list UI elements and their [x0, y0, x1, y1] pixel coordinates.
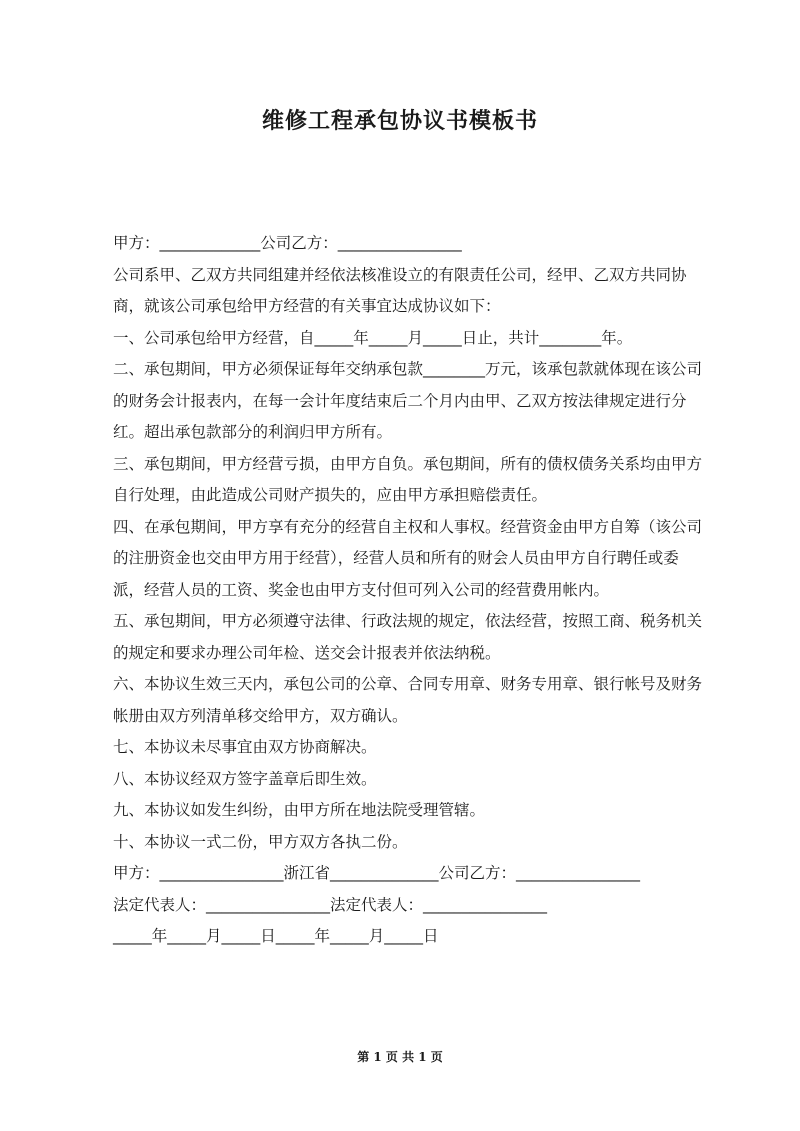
clause-5: 五、承包期间，甲方必须遵守法律、行政法规的规定，依法经营，按照工商、税务机关的规定和要求办理公司年检、送交会计报表并依法纳税。 [113, 612, 703, 662]
clause-4: 四、在承包期间，甲方享有充分的经营自主权和人事权。经营资金由甲方自筹（该公司的注册资金也交由甲方用于经营），经营人员和所有的财会人员由甲方自行聘任或委派，经营人员的工资、奖金也由甲方支付但可列入公司的经营费用帐内。 [113, 517, 703, 599]
clause-10: 十、本协议一式二份，甲方双方各执二份。 [113, 832, 408, 851]
clause-7: 七、本协议未尽事宜由双方协商解决。 [113, 738, 377, 756]
clause-1: 一、公司承包给甲方经营，自_____年_____月_____日止，共计________年。 [113, 328, 633, 347]
clause-8: 八、本协议经双方签字盖章后即生效。 [113, 769, 377, 788]
clause-6: 六、本协议生效三天内，承包公司的公章、合同专用章、财务专用章、银行帐号及财务帐册由双方列清单移交给甲方，双方确认。 [113, 675, 703, 725]
document-body [113, 228, 703, 953]
clause-2: 二、承包期间，甲方必须保证每年交纳承包款________万元，该承包款就体现在该公司的财务会计报表内，在每一会计年度结束后二个月内由甲、乙双方按法律规定进行分红。超出承包款部分的利润归甲方所有。 [113, 360, 703, 441]
signature-party-line: 甲方：________________浙江省______________公司乙方：________________ [113, 864, 641, 882]
page-footer: 第 1 页 共 1 页 [357, 1050, 443, 1064]
clause-9: 九、本协议如发生纠纷，由甲方所在地法院受理管辖。 [113, 801, 486, 819]
clause-3: 三、承包期间，甲方经营亏损，由甲方自负。承包期间，所有的债权债务关系均由甲方自行处理，由此造成公司财产损失的，应由甲方承担赔偿责任。 [113, 454, 703, 504]
party-line: 甲方：_____________公司乙方：________________ [113, 234, 462, 252]
intro-paragraph: 公司系甲、乙双方共同组建并经依法核准设立的有限责任公司，经甲、乙双方共同协商，就该公司承包给甲方经营的有关事宜达成协议如下： [113, 265, 687, 315]
signature-representative-line: 法定代表人：________________法定代表人：________________ [113, 895, 548, 914]
document-title: 维修工程承包协议书模板书 [261, 109, 538, 134]
signature-date-line: _____年_____月_____日_____年_____月_____日 [113, 927, 439, 945]
